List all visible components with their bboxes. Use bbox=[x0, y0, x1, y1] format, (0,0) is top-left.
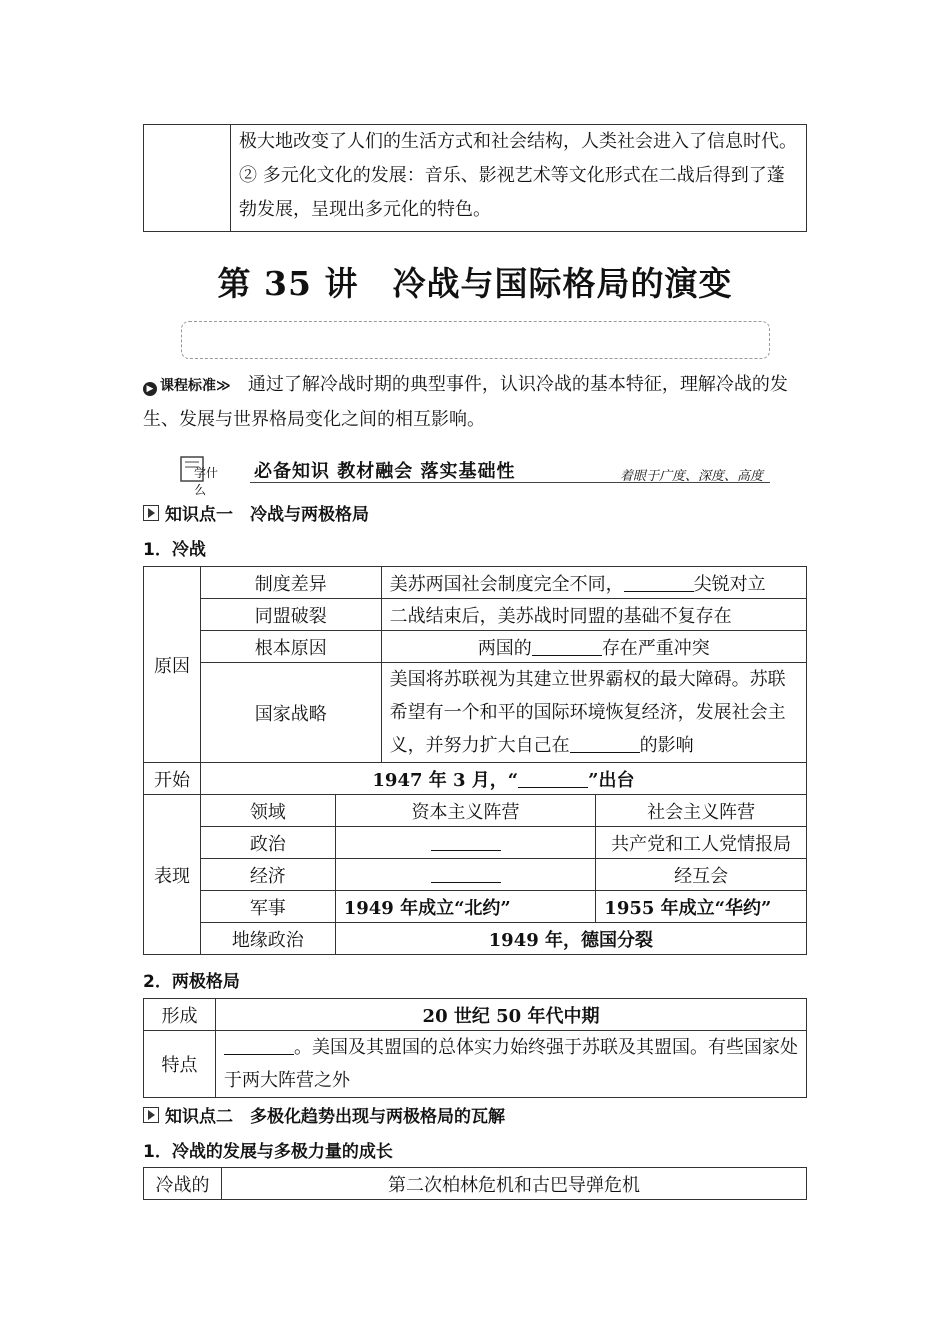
kp2-text: 知识点二 多极化趋势出现与两极格局的瓦解 bbox=[165, 1107, 505, 1127]
economy-label: 经济 bbox=[200, 859, 335, 891]
text-post: ”出台 bbox=[588, 769, 635, 791]
text-pre: 两国的 bbox=[477, 637, 532, 659]
continued-line-1: 极大地改变了人们的生活方式和社会结构，人类社会进入了信息时代。 bbox=[239, 131, 797, 152]
formation-content: 20 世纪 50 年代中期 bbox=[216, 999, 807, 1031]
triangle-box-icon bbox=[143, 1107, 159, 1123]
row-content: 二战结束后，美苏战时同盟的基础不复存在 bbox=[381, 599, 806, 631]
text-pre: 1947 年 3 月，“ bbox=[372, 769, 519, 791]
course-standard bbox=[143, 368, 808, 436]
head-socialist: 社会主义阵营 bbox=[596, 795, 807, 827]
dashed-placeholder-box bbox=[181, 321, 770, 359]
standard-tag: 课程标准 bbox=[160, 378, 216, 394]
text-post: 存在严重冲突 bbox=[601, 637, 710, 659]
play-icon: ▶ bbox=[143, 382, 157, 396]
text-pre: 美国将苏联视为其建立世界霸权的最大障碍。苏联希望有一个和平的国际环境恢复经济，发展社会主义，并努力扩大自己在 bbox=[389, 669, 786, 756]
fill-blank bbox=[624, 573, 694, 592]
text-pre: 美苏两国社会制度完全不同， bbox=[389, 573, 624, 595]
continued-line-2: ② 多元化文化的发展：音乐、影视艺术等文化形式在二战后得到了蓬勃发展，呈现出多元化的特色。 bbox=[239, 165, 785, 220]
politics-capitalist bbox=[335, 827, 596, 859]
triangle-box-icon bbox=[143, 505, 159, 521]
formation-label: 形成 bbox=[144, 999, 216, 1031]
row-label: 同盟破裂 bbox=[200, 599, 381, 631]
text-post: 尖锐对立 bbox=[693, 573, 766, 595]
row-content bbox=[381, 663, 806, 763]
section-heading-cold-war: 1．冷战 bbox=[143, 540, 206, 560]
military-label: 军事 bbox=[200, 891, 335, 923]
multipolar-table bbox=[143, 1167, 807, 1200]
show-label: 表现 bbox=[144, 795, 201, 955]
cold-war-table bbox=[143, 566, 807, 955]
banner-logo bbox=[180, 456, 228, 497]
standard-text: 通过了解冷战时期的典型事件，认识冷战的基本特征，理解冷战的发生、发展与世界格局变化之间的相互影响。 bbox=[143, 374, 788, 430]
fill-blank bbox=[431, 832, 501, 851]
row-label: 根本原因 bbox=[200, 631, 381, 663]
geopolitics-label: 地缘政治 bbox=[200, 923, 335, 955]
double-chevron-icon: ≫ bbox=[216, 378, 231, 394]
section-heading-bipolar: 2．两极格局 bbox=[143, 972, 240, 992]
logo-text: 学什么 bbox=[194, 466, 219, 497]
start-label: 开始 bbox=[144, 763, 201, 795]
military-capitalist: 1949 年成立“北约” bbox=[335, 891, 596, 923]
banner-title: 必备知识 教材融会 落实基础性 bbox=[254, 461, 516, 482]
text-post: 的影响 bbox=[639, 735, 694, 756]
knowledge-point-2 bbox=[143, 1102, 505, 1127]
fill-blank bbox=[431, 864, 501, 883]
section-heading-multipolar: 1．冷战的发展与多极力量的成长 bbox=[143, 1142, 393, 1162]
multipolar-label: 冷战的 bbox=[144, 1168, 222, 1200]
lesson-title: 第 35 讲 冷战与国际格局的演变 bbox=[217, 264, 733, 303]
politics-label: 政治 bbox=[200, 827, 335, 859]
fill-blank bbox=[224, 1036, 294, 1055]
banner-subtitle: 着眼于广度、深度、高度 bbox=[620, 469, 764, 484]
feature-label: 特点 bbox=[144, 1031, 216, 1098]
fill-blank bbox=[518, 769, 588, 788]
continued-content bbox=[231, 125, 807, 232]
military-socialist: 1955 年成立“华约” bbox=[596, 891, 807, 923]
start-content bbox=[200, 763, 806, 795]
knowledge-point-1 bbox=[143, 500, 369, 525]
row-label: 制度差异 bbox=[200, 567, 381, 599]
section-banner bbox=[180, 452, 770, 497]
geopolitics-content: 1949 年，德国分裂 bbox=[335, 923, 806, 955]
continued-table bbox=[143, 124, 807, 232]
feature-text: 。美国及其盟国的总体实力始终强于苏联及其盟国。有些国家处于两大阵营之外 bbox=[224, 1037, 798, 1091]
head-domain: 领域 bbox=[200, 795, 335, 827]
reason-label: 原因 bbox=[144, 567, 201, 763]
economy-socialist: 经互会 bbox=[596, 859, 807, 891]
fill-blank bbox=[532, 637, 602, 656]
empty-cell bbox=[144, 125, 231, 232]
bipolar-table bbox=[143, 998, 807, 1098]
fill-blank bbox=[570, 734, 640, 753]
politics-socialist: 共产党和工人党情报局 bbox=[596, 827, 807, 859]
banner-underline bbox=[250, 482, 770, 483]
kp1-text: 知识点一 冷战与两极格局 bbox=[165, 505, 369, 525]
multipolar-content: 第二次柏林危机和古巴导弹危机 bbox=[222, 1168, 807, 1200]
row-label: 国家战略 bbox=[200, 663, 381, 763]
row-content bbox=[381, 567, 806, 599]
feature-content bbox=[216, 1031, 807, 1098]
economy-capitalist bbox=[335, 859, 596, 891]
row-content bbox=[381, 631, 806, 663]
head-capitalist: 资本主义阵营 bbox=[335, 795, 596, 827]
